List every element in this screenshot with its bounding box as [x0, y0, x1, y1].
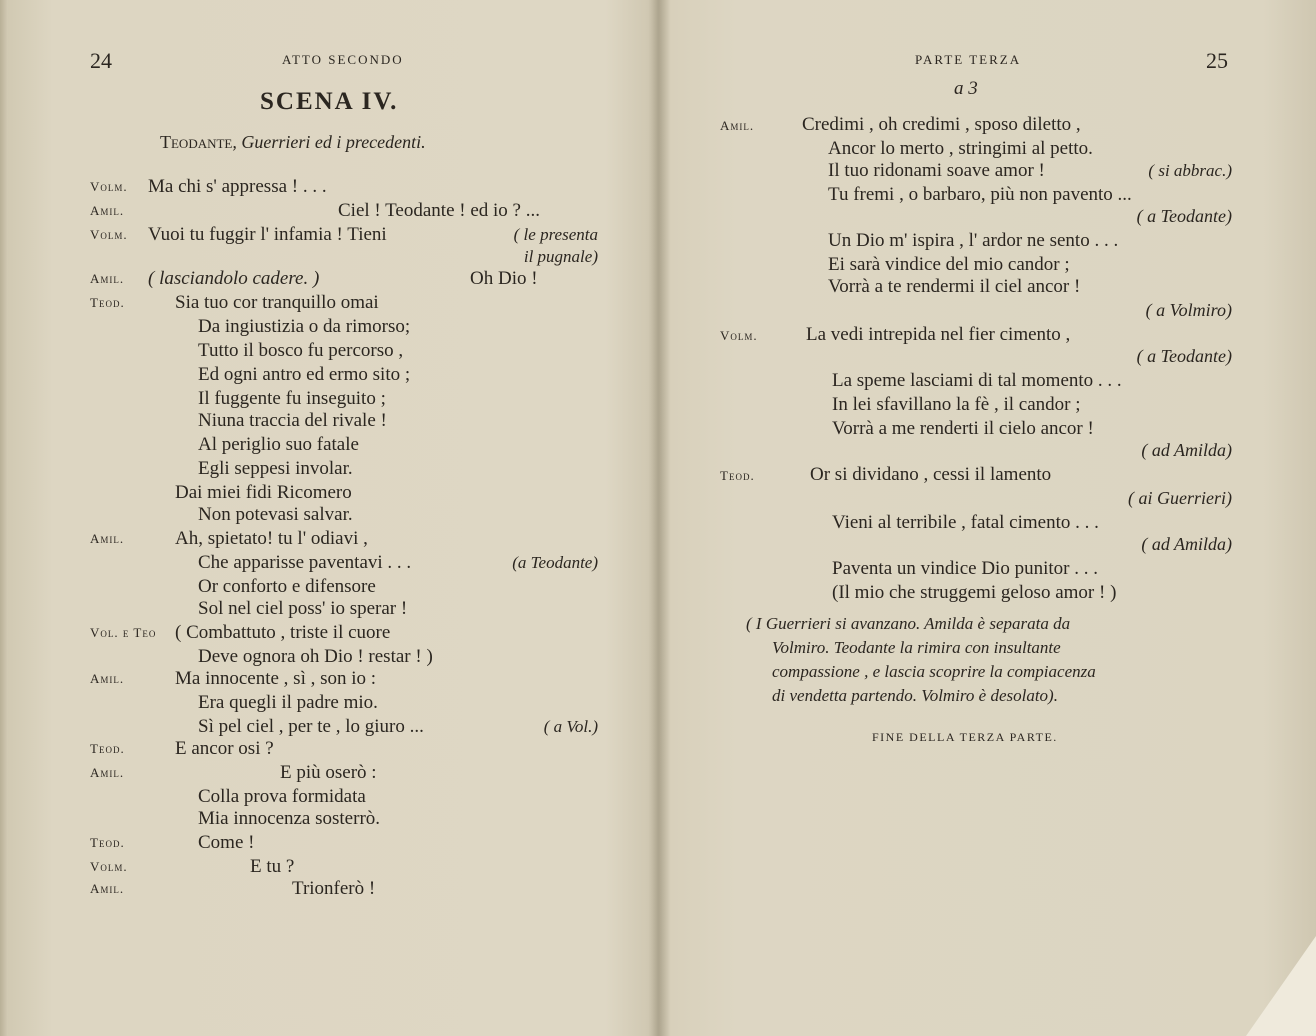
scene-title: SCENA IV. — [260, 88, 399, 115]
stage-direction: (a Teodante) — [512, 553, 598, 572]
verse-line: E tu ? — [250, 856, 295, 877]
verse-line: Oh Dio ! — [470, 268, 538, 289]
verse-line: Or conforto e difensore — [198, 576, 376, 597]
end-of-part: FINE DELLA TERZA PARTE. — [872, 730, 1058, 744]
stage-direction-text: ( lasciandolo cadere. ) — [148, 268, 320, 289]
speaker-label: Vol. e Teo — [90, 625, 157, 640]
speaker-label: Volm. — [90, 179, 128, 194]
stage-direction: ( ad Amilda) — [1141, 440, 1232, 460]
running-head: PARTE TERZA — [915, 52, 1022, 67]
verse-line: E ancor osi ? — [175, 738, 274, 759]
verse-line: Trionferò ! — [292, 878, 376, 899]
verse-line: Ed ogni antro ed ermo sito ; — [198, 364, 411, 385]
verse-line: Sì pel ciel , per te , lo giuro ... — [198, 716, 424, 737]
stage-direction — [148, 268, 319, 290]
verse-line: Mia innocenza sosterrò. — [198, 808, 381, 829]
verse-line: Era quegli il padre mio. — [198, 692, 378, 713]
verse-line: Come ! — [198, 832, 255, 853]
speaker-label: Volm. — [90, 227, 128, 242]
character-rest: , Guerrieri ed i precedenti. — [232, 132, 426, 152]
verse-line: E più oserò : — [280, 762, 377, 783]
verse-line: Ma chi s' appressa ! . . . — [148, 176, 327, 197]
speaker-label: Amil. — [90, 203, 125, 218]
stage-direction: ( a Teodante) — [1136, 346, 1232, 366]
right-page — [710, 0, 1250, 1036]
left-page — [80, 0, 620, 1036]
page-number: 24 — [90, 48, 112, 73]
verse-line: Vorrà a te rendermi il ciel ancor ! — [828, 276, 1081, 297]
stage-direction: ( a Volmiro) — [1145, 300, 1232, 320]
page-number: 25 — [1206, 48, 1228, 73]
stage-direction: ( a Teodante) — [1136, 206, 1232, 226]
verse-line: Deve ognora oh Dio ! restar ! ) — [198, 646, 433, 667]
stage-direction: ( le presenta — [513, 225, 598, 244]
verse-line: Dai miei fidi Ricomero — [175, 482, 352, 503]
verse-line: Al periglio suo fatale — [198, 434, 359, 455]
page-corner — [1246, 936, 1316, 1036]
character-name: Teodante — [160, 132, 233, 152]
verse-line: Che apparisse paventavi . . . — [198, 552, 412, 573]
stage-direction: ( si abbrac.) — [1148, 161, 1232, 180]
page-edge — [0, 0, 8, 1036]
verse-line: Sol nel ciel poss' io sperar ! — [198, 598, 408, 619]
speaker-label: Teod. — [720, 468, 755, 483]
speaker-label: Volm. — [90, 859, 128, 874]
stage-direction: ( a Vol.) — [543, 717, 598, 736]
stage-direction-line: compassione , e lascia scoprire la compiacenza — [772, 662, 1096, 681]
book-spine — [648, 0, 670, 1036]
verse-line: Ei sarà vindice del mio candor ; — [828, 254, 1070, 275]
running-head: ATTO SECONDO — [282, 52, 404, 67]
verse-line: Credimi , oh credimi , sposo diletto , — [802, 114, 1081, 135]
speaker-label: Amil. — [90, 671, 125, 686]
stage-direction: ( ad Amilda) — [1141, 534, 1232, 554]
speaker-label: Amil. — [90, 531, 125, 546]
verse-line: Il tuo ridonami soave amor ! — [828, 160, 1045, 181]
verse-line: Tu fremi , o barbaro, più non pavento ... — [828, 184, 1132, 205]
verse-line: Vuoi tu fuggir l' infamia ! Tieni — [148, 224, 387, 245]
verse-line: ( Combattuto , triste il cuore — [175, 622, 391, 643]
speaker-label: Teod. — [90, 295, 125, 310]
verse-line: Vieni al terribile , fatal cimento . . . — [832, 512, 1099, 533]
verse-line: Niuna traccia del rivale ! — [198, 410, 387, 431]
stage-direction-line: ( I Guerrieri si avanzano. Amilda è separata da — [746, 614, 1071, 633]
stage-direction: ( ai Guerrieri) — [1128, 488, 1232, 508]
verse-line: Ciel ! Teodante ! ed io ? ... — [338, 200, 540, 221]
speaker-label: Amil. — [720, 118, 755, 133]
speaker-label: Volm. — [720, 328, 758, 343]
speaker-label: Teod. — [90, 835, 125, 850]
verse-line: (Il mio che struggemi geloso amor ! ) — [832, 582, 1117, 603]
verse-line: Colla prova formidata — [198, 786, 366, 807]
stage-direction-line: Volmiro. Teodante la rimira con insultante — [772, 638, 1061, 657]
speaker-label: Amil. — [90, 881, 125, 896]
stage-direction: il pugnale) — [523, 247, 598, 266]
verse-line: Ma innocente , sì , son io : — [175, 668, 377, 689]
verse-line: Ancor lo merto , stringimi al petto. — [828, 138, 1093, 159]
verse-line: Il fuggente fu inseguito ; — [198, 388, 386, 409]
speaker-label: Teod. — [90, 741, 125, 756]
scene-characters — [160, 132, 426, 153]
verse-line: Ah, spietato! tu l' odiavi , — [175, 528, 368, 549]
verse-line: Or si dividano , cessi il lamento — [810, 464, 1052, 485]
verse-line: Sia tuo cor tranquillo omai — [175, 292, 379, 313]
verse-line: Paventa un vindice Dio punitor . . . — [832, 558, 1098, 579]
verse-line: In lei sfavillano la fè , il candor ; — [832, 394, 1081, 415]
verse-line: La vedi intrepida nel fier cimento , — [806, 324, 1071, 345]
stage-direction-line: di vendetta partendo. Volmiro è desolato). — [772, 686, 1058, 705]
verse-line: Egli seppesi involar. — [198, 458, 353, 479]
verse-line: Tutto il bosco fu percorso , — [198, 340, 404, 361]
speaker-label: Amil. — [90, 271, 125, 286]
speaker-label: Amil. — [90, 765, 125, 780]
verse-line: Vorrà a me renderti il cielo ancor ! — [832, 418, 1094, 439]
verse-line: Non potevasi salvar. — [198, 504, 353, 525]
verse-line: Un Dio m' ispira , l' ardor ne sento . . . — [828, 230, 1119, 251]
verse-line: La speme lasciami di tal momento . . . — [832, 370, 1122, 391]
verse-line: Da ingiustizia o da rimorso; — [198, 316, 411, 337]
ensemble-label: a 3 — [954, 78, 978, 99]
